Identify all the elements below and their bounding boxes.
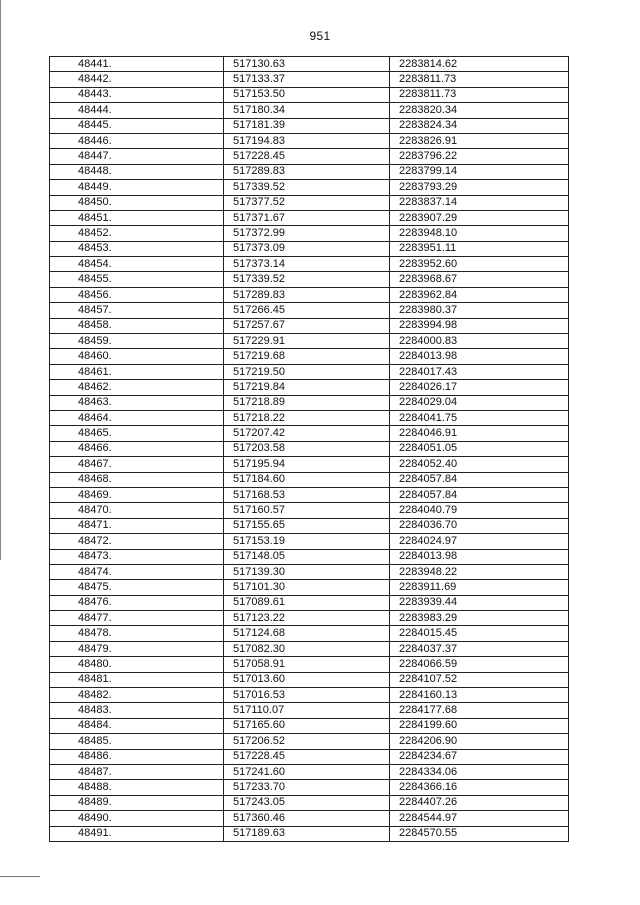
table-row — [50, 426, 569, 441]
point-number-cell: 48475. — [50, 580, 224, 595]
point-number-cell: 48441. — [50, 57, 224, 72]
x-coordinate-cell: 517110.07 — [224, 703, 390, 718]
x-coordinate-cell: 517139.30 — [224, 564, 390, 579]
point-number-cell: 48460. — [50, 349, 224, 364]
y-coordinate-cell: 2284046.91 — [390, 426, 569, 441]
y-coordinate-cell: 2283814.62 — [390, 57, 569, 72]
table-row — [50, 580, 569, 595]
table-row — [50, 472, 569, 487]
point-number-cell: 48472. — [50, 534, 224, 549]
x-coordinate-cell: 517233.70 — [224, 780, 390, 795]
x-coordinate-cell: 517124.68 — [224, 626, 390, 641]
point-number-cell: 48490. — [50, 811, 224, 826]
table-row — [50, 826, 569, 841]
y-coordinate-cell: 2283793.29 — [390, 180, 569, 195]
x-coordinate-cell: 517184.60 — [224, 472, 390, 487]
x-coordinate-cell: 517016.53 — [224, 688, 390, 703]
table-row — [50, 549, 569, 564]
table-row — [50, 72, 569, 87]
table-row — [50, 364, 569, 379]
point-number-cell: 48479. — [50, 641, 224, 656]
point-number-cell: 48443. — [50, 87, 224, 102]
point-number-cell: 48476. — [50, 595, 224, 610]
y-coordinate-cell: 2283820.34 — [390, 103, 569, 118]
point-number-cell: 48489. — [50, 795, 224, 810]
table-row — [50, 395, 569, 410]
point-number-cell: 48463. — [50, 395, 224, 410]
y-coordinate-cell: 2284107.52 — [390, 672, 569, 687]
point-number-cell: 48467. — [50, 457, 224, 472]
y-coordinate-cell: 2284013.98 — [390, 349, 569, 364]
coordinates-table — [49, 56, 569, 842]
point-number-cell: 48448. — [50, 164, 224, 179]
table-row — [50, 380, 569, 395]
point-number-cell: 48491. — [50, 826, 224, 841]
y-coordinate-cell: 2283980.37 — [390, 303, 569, 318]
y-coordinate-cell: 2283796.22 — [390, 149, 569, 164]
x-coordinate-cell: 517181.39 — [224, 118, 390, 133]
point-number-cell: 48464. — [50, 410, 224, 425]
y-coordinate-cell: 2283968.67 — [390, 272, 569, 287]
table-row — [50, 195, 569, 210]
point-number-cell: 48482. — [50, 688, 224, 703]
x-coordinate-cell: 517153.19 — [224, 534, 390, 549]
y-coordinate-cell: 2283907.29 — [390, 210, 569, 225]
table-row — [50, 103, 569, 118]
y-coordinate-cell: 2284041.75 — [390, 410, 569, 425]
y-coordinate-cell: 2283911.69 — [390, 580, 569, 595]
x-coordinate-cell: 517257.67 — [224, 318, 390, 333]
table-row — [50, 149, 569, 164]
table-row — [50, 703, 569, 718]
x-coordinate-cell: 517013.60 — [224, 672, 390, 687]
table-row — [50, 210, 569, 225]
point-number-cell: 48451. — [50, 210, 224, 225]
point-number-cell: 48473. — [50, 549, 224, 564]
y-coordinate-cell: 2284160.13 — [390, 688, 569, 703]
point-number-cell: 48488. — [50, 780, 224, 795]
point-number-cell: 48484. — [50, 718, 224, 733]
x-coordinate-cell: 517373.14 — [224, 257, 390, 272]
y-coordinate-cell: 2283952.60 — [390, 257, 569, 272]
point-number-cell: 48446. — [50, 133, 224, 148]
y-coordinate-cell: 2284000.83 — [390, 334, 569, 349]
y-coordinate-cell: 2283994.98 — [390, 318, 569, 333]
x-coordinate-cell: 517228.45 — [224, 749, 390, 764]
coordinates-table-body — [50, 57, 569, 842]
y-coordinate-cell: 2283811.73 — [390, 87, 569, 102]
y-coordinate-cell: 2283948.22 — [390, 564, 569, 579]
table-row — [50, 164, 569, 179]
point-number-cell: 48461. — [50, 364, 224, 379]
x-coordinate-cell: 517372.99 — [224, 226, 390, 241]
y-coordinate-cell: 2283951.11 — [390, 241, 569, 256]
scan-edge-line — [0, 0, 1, 560]
x-coordinate-cell: 517241.60 — [224, 764, 390, 779]
x-coordinate-cell: 517082.30 — [224, 641, 390, 656]
table-row — [50, 226, 569, 241]
table-row — [50, 734, 569, 749]
x-coordinate-cell: 517203.58 — [224, 441, 390, 456]
x-coordinate-cell: 517339.52 — [224, 272, 390, 287]
y-coordinate-cell: 2284544.97 — [390, 811, 569, 826]
scan-bottom-line — [0, 876, 40, 877]
table-row — [50, 641, 569, 656]
x-coordinate-cell: 517266.45 — [224, 303, 390, 318]
table-row — [50, 595, 569, 610]
table-row — [50, 749, 569, 764]
point-number-cell: 48457. — [50, 303, 224, 318]
y-coordinate-cell: 2283962.84 — [390, 287, 569, 302]
table-row — [50, 503, 569, 518]
x-coordinate-cell: 517207.42 — [224, 426, 390, 441]
y-coordinate-cell: 2284051.05 — [390, 441, 569, 456]
table-row — [50, 257, 569, 272]
y-coordinate-cell: 2284366.16 — [390, 780, 569, 795]
point-number-cell: 48478. — [50, 626, 224, 641]
x-coordinate-cell: 517180.34 — [224, 103, 390, 118]
table-row — [50, 57, 569, 72]
x-coordinate-cell: 517377.52 — [224, 195, 390, 210]
x-coordinate-cell: 517165.60 — [224, 718, 390, 733]
y-coordinate-cell: 2284052.40 — [390, 457, 569, 472]
x-coordinate-cell: 517168.53 — [224, 487, 390, 502]
table-row — [50, 272, 569, 287]
x-coordinate-cell: 517194.83 — [224, 133, 390, 148]
table-row — [50, 118, 569, 133]
point-number-cell: 48469. — [50, 487, 224, 502]
point-number-cell: 48477. — [50, 611, 224, 626]
point-number-cell: 48454. — [50, 257, 224, 272]
x-coordinate-cell: 517195.94 — [224, 457, 390, 472]
table-row — [50, 795, 569, 810]
y-coordinate-cell: 2284199.60 — [390, 718, 569, 733]
point-number-cell: 48449. — [50, 180, 224, 195]
table-row — [50, 334, 569, 349]
y-coordinate-cell: 2284570.55 — [390, 826, 569, 841]
y-coordinate-cell: 2284017.43 — [390, 364, 569, 379]
point-number-cell: 48455. — [50, 272, 224, 287]
point-number-cell: 48468. — [50, 472, 224, 487]
y-coordinate-cell: 2284013.98 — [390, 549, 569, 564]
point-number-cell: 48447. — [50, 149, 224, 164]
y-coordinate-cell: 2284407.26 — [390, 795, 569, 810]
y-coordinate-cell: 2283837.14 — [390, 195, 569, 210]
table-row — [50, 441, 569, 456]
y-coordinate-cell: 2283826.91 — [390, 133, 569, 148]
point-number-cell: 48466. — [50, 441, 224, 456]
table-row — [50, 457, 569, 472]
y-coordinate-cell: 2284015.45 — [390, 626, 569, 641]
table-row — [50, 534, 569, 549]
table-row — [50, 518, 569, 533]
page-number: 951 — [309, 29, 331, 43]
table-row — [50, 780, 569, 795]
x-coordinate-cell: 517229.91 — [224, 334, 390, 349]
point-number-cell: 48470. — [50, 503, 224, 518]
table-row — [50, 180, 569, 195]
table-row — [50, 764, 569, 779]
table-row — [50, 487, 569, 502]
x-coordinate-cell: 517218.22 — [224, 410, 390, 425]
y-coordinate-cell: 2284040.79 — [390, 503, 569, 518]
x-coordinate-cell: 517371.67 — [224, 210, 390, 225]
y-coordinate-cell: 2283983.29 — [390, 611, 569, 626]
x-coordinate-cell: 517189.63 — [224, 826, 390, 841]
point-number-cell: 48483. — [50, 703, 224, 718]
table-row — [50, 410, 569, 425]
x-coordinate-cell: 517339.52 — [224, 180, 390, 195]
point-number-cell: 48486. — [50, 749, 224, 764]
table-row — [50, 564, 569, 579]
y-coordinate-cell: 2284177.68 — [390, 703, 569, 718]
table-row — [50, 657, 569, 672]
x-coordinate-cell: 517133.37 — [224, 72, 390, 87]
y-coordinate-cell: 2283939.44 — [390, 595, 569, 610]
y-coordinate-cell: 2283948.10 — [390, 226, 569, 241]
y-coordinate-cell: 2283811.73 — [390, 72, 569, 87]
table-row — [50, 672, 569, 687]
point-number-cell: 48459. — [50, 334, 224, 349]
x-coordinate-cell: 517089.61 — [224, 595, 390, 610]
x-coordinate-cell: 517373.09 — [224, 241, 390, 256]
x-coordinate-cell: 517243.05 — [224, 795, 390, 810]
point-number-cell: 48452. — [50, 226, 224, 241]
point-number-cell: 48442. — [50, 72, 224, 87]
x-coordinate-cell: 517123.22 — [224, 611, 390, 626]
point-number-cell: 48444. — [50, 103, 224, 118]
y-coordinate-cell: 2284036.70 — [390, 518, 569, 533]
table-row — [50, 241, 569, 256]
y-coordinate-cell: 2284037.37 — [390, 641, 569, 656]
point-number-cell: 48465. — [50, 426, 224, 441]
y-coordinate-cell: 2284024.97 — [390, 534, 569, 549]
x-coordinate-cell: 517160.57 — [224, 503, 390, 518]
point-number-cell: 48453. — [50, 241, 224, 256]
y-coordinate-cell: 2284334.06 — [390, 764, 569, 779]
point-number-cell: 48487. — [50, 764, 224, 779]
y-coordinate-cell: 2284066.59 — [390, 657, 569, 672]
table-row — [50, 318, 569, 333]
y-coordinate-cell: 2284029.04 — [390, 395, 569, 410]
y-coordinate-cell: 2284057.84 — [390, 472, 569, 487]
x-coordinate-cell: 517289.83 — [224, 164, 390, 179]
x-coordinate-cell: 517058.91 — [224, 657, 390, 672]
table-row — [50, 611, 569, 626]
table-row — [50, 133, 569, 148]
x-coordinate-cell: 517101.30 — [224, 580, 390, 595]
x-coordinate-cell: 517228.45 — [224, 149, 390, 164]
table-row — [50, 626, 569, 641]
x-coordinate-cell: 517148.05 — [224, 549, 390, 564]
point-number-cell: 48485. — [50, 734, 224, 749]
table-row — [50, 718, 569, 733]
y-coordinate-cell: 2284057.84 — [390, 487, 569, 502]
x-coordinate-cell: 517153.50 — [224, 87, 390, 102]
x-coordinate-cell: 517219.84 — [224, 380, 390, 395]
x-coordinate-cell: 517218.89 — [224, 395, 390, 410]
table-row — [50, 349, 569, 364]
point-number-cell: 48445. — [50, 118, 224, 133]
y-coordinate-cell: 2283799.14 — [390, 164, 569, 179]
table-row — [50, 811, 569, 826]
point-number-cell: 48481. — [50, 672, 224, 687]
y-coordinate-cell: 2284234.67 — [390, 749, 569, 764]
x-coordinate-cell: 517360.46 — [224, 811, 390, 826]
table-row — [50, 303, 569, 318]
table-row — [50, 287, 569, 302]
point-number-cell: 48462. — [50, 380, 224, 395]
table-row — [50, 688, 569, 703]
table-row — [50, 87, 569, 102]
y-coordinate-cell: 2284206.90 — [390, 734, 569, 749]
point-number-cell: 48450. — [50, 195, 224, 210]
x-coordinate-cell: 517219.50 — [224, 364, 390, 379]
point-number-cell: 48471. — [50, 518, 224, 533]
y-coordinate-cell: 2283824.34 — [390, 118, 569, 133]
point-number-cell: 48458. — [50, 318, 224, 333]
x-coordinate-cell: 517155.65 — [224, 518, 390, 533]
x-coordinate-cell: 517289.83 — [224, 287, 390, 302]
y-coordinate-cell: 2284026.17 — [390, 380, 569, 395]
x-coordinate-cell: 517219.68 — [224, 349, 390, 364]
x-coordinate-cell: 517206.52 — [224, 734, 390, 749]
point-number-cell: 48474. — [50, 564, 224, 579]
point-number-cell: 48456. — [50, 287, 224, 302]
x-coordinate-cell: 517130.63 — [224, 57, 390, 72]
point-number-cell: 48480. — [50, 657, 224, 672]
